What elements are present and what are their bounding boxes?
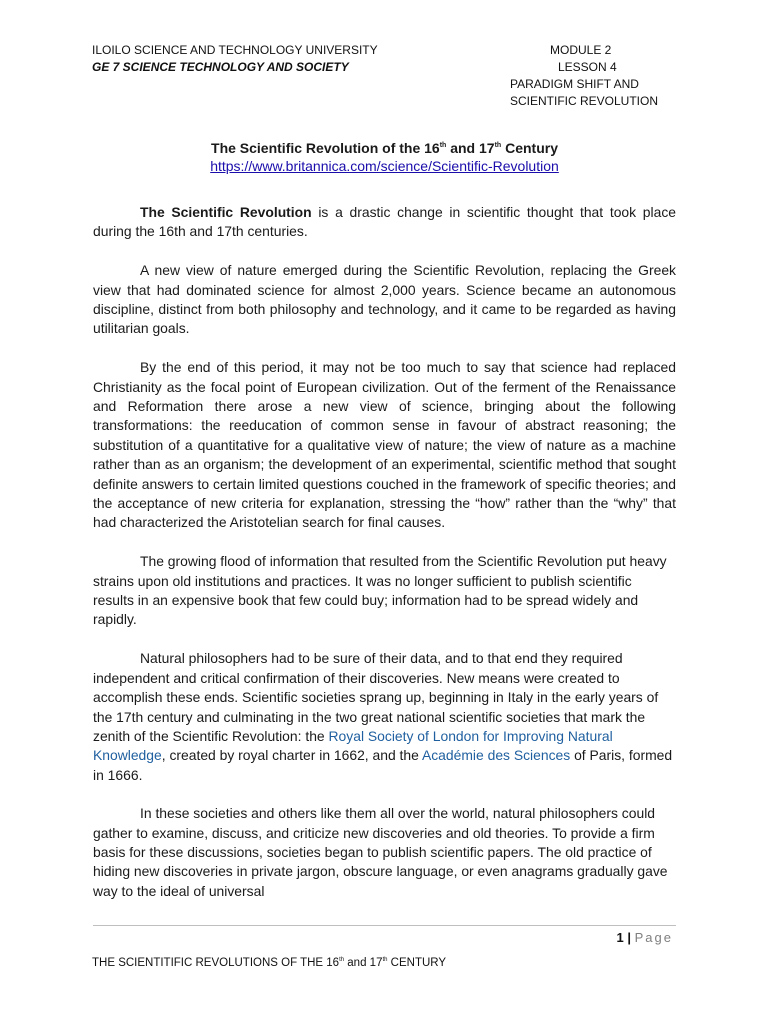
footer-divider bbox=[93, 925, 676, 926]
module-label: MODULE 2 bbox=[550, 43, 612, 57]
header-left bbox=[92, 42, 378, 76]
header-right bbox=[510, 42, 680, 110]
university-name: ILOILO SCIENCE AND TECHNOLOGY UNIVERSITY bbox=[92, 43, 378, 57]
paragraph-6: In these societies and others like them all over the world, natural philosophers could gather to examine, discuss, and criticize new discoveries and old theories. To provide a firm basis for these discussions, societies began to publish scientific papers. The old practice of hiding new discoveries in private jargon, obscure language, or even anagrams gradually gave way to the ideal of universal bbox=[93, 805, 668, 899]
paragraph-2: A new view of nature emerged during the Scientific Revolution, replacing the Greek view that had dominated science for almost 2,000 years. Science became an autonomous discipline, distinct from both philosophy and technology, and it came to be regarded as having utilitarian goals. bbox=[93, 262, 676, 337]
document-title: The Scientific Revolution of the 16th and 17th Century bbox=[211, 140, 558, 156]
lesson-label: LESSON 4 bbox=[558, 60, 617, 74]
topic-line-2: SCIENTIFIC REVOLUTION bbox=[510, 94, 659, 108]
paragraph-5: Natural philosophers had to be sure of their data, and to that end they required independent and critical confirmation of their discoveries. New means were created to accomplish these ends. Scientific societies sprang up, beginning in Italy in the early years of the 17th century and culminating in the two great national scientific societies that mark the zenith of the Scientific Revolution: the Royal Society of London for Improving Natural Knowledge, created by royal charter in 1662, and the Académie des Sciences of Paris, formed in 1666. bbox=[93, 650, 673, 783]
paragraph-3: By the end of this period, it may not be too much to say that science had replaced Christianity as the focal point of European civilization. Out of the ferment of the Renaissance and Reformation there arose a new view of science, bringing about the following transformations: the reeducation of common sense in favour of abstract reasoning; the substitution of a quantitative for a qualitative view of nature; the view of nature as a machine rather than as an organism; the development of an experimental, scientific method that sought definite answers to certain limited questions couched in the framework of specific theories; and the acceptance of new criteria for explanation, stressing the “how” rather than the “why” that had characterized the Aristotelian search for final causes. bbox=[93, 359, 676, 531]
topic-line-1: PARADIGM SHIFT AND bbox=[510, 77, 639, 91]
academie-link[interactable]: Académie des Sciences bbox=[421, 747, 571, 764]
footer-title: THE SCIENTITIFIC REVOLUTIONS OF THE 16th and 17th CENTURY bbox=[92, 957, 447, 969]
document-body bbox=[93, 203, 676, 921]
source-link[interactable]: https://www.britannica.com/science/Scientific-Revolution bbox=[210, 158, 559, 174]
term-bold: The Scientific Revolution bbox=[140, 204, 312, 220]
paragraph-4: The growing flood of information that resulted from the Scientific Revolution put heavy strains upon old institutions and practices. It was no longer sufficient to publish scientific results in an expensive book that few could buy; information had to be spread widely and rapidly. bbox=[93, 553, 667, 628]
paragraph-1: The Scientific Revolution is a drastic change in scientific thought that took place during the 16th and 17th centuries. bbox=[93, 204, 677, 240]
course-name: GE 7 SCIENCE TECHNOLOGY AND SOCIETY bbox=[92, 60, 349, 74]
page-number: 1 | Page bbox=[616, 930, 673, 945]
royal-society-link[interactable]: Royal Society of London for Improving Natural Knowledge bbox=[93, 727, 613, 764]
